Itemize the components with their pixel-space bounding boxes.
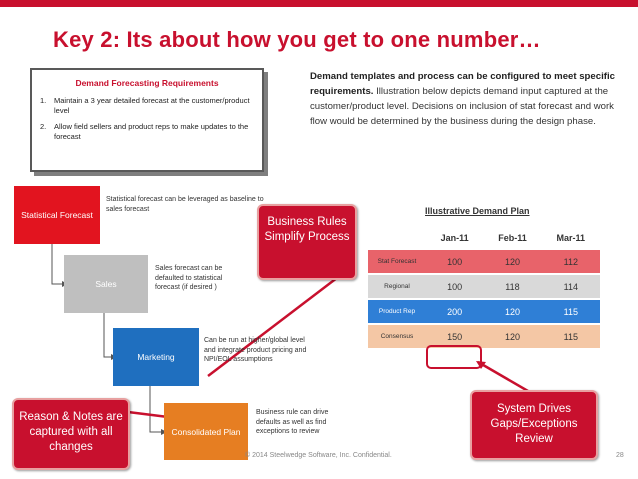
table-cell: 200 (447, 306, 463, 317)
row-label: Stat Forecast (377, 258, 417, 265)
requirement-number: 2. (40, 122, 47, 131)
table-cell: 100 (447, 281, 463, 292)
footer-copyright: © 2014 Steelwedge Software, Inc. Confidential. (245, 452, 392, 459)
requirement-text: Maintain a 3 year detailed forecast at the customer/product level (54, 96, 250, 115)
column-header: Mar-11 (556, 233, 586, 243)
callout-business-rules: Business Rules Simplify Process (257, 204, 357, 280)
requirements-heading: Demand Forecasting Requirements (75, 78, 219, 88)
connector-line (52, 244, 62, 284)
table-row (368, 274, 600, 299)
demand-plan-table (368, 226, 600, 348)
step-marketing (113, 328, 199, 386)
table-cell: 120 (504, 256, 520, 267)
table-cell-highlighted: 150 (447, 331, 463, 342)
description-text: Illustration below depicts demand input captured at the customer/product level. Decisions on inclusion of stat forecast and work flow would be determined by the business during the design phase. (310, 86, 614, 127)
table-cell: 118 (505, 281, 520, 292)
column-header: Jan-11 (440, 233, 469, 243)
page-title: Key 2: Its about how you get to one number… (53, 27, 541, 52)
step-label: Marketing (137, 352, 175, 362)
table-row (368, 250, 600, 274)
column-header: Feb-11 (498, 233, 527, 243)
table-header-row (368, 226, 600, 250)
table-cell: 100 (447, 256, 463, 267)
step-statistical-forecast (14, 186, 100, 244)
step-label: Statistical Forecast (21, 210, 93, 220)
step-consolidated-plan (164, 403, 248, 460)
table-cell: 120 (504, 306, 520, 317)
connector-line (150, 380, 162, 432)
requirement-number: 1. (40, 96, 47, 105)
description-bold: Demand templates and process can be configured to meet specific requirements. (310, 71, 615, 97)
table-row (368, 299, 600, 324)
callout-reason-notes: Reason & Notes are captured with all changes (12, 398, 130, 470)
step-note: Can be run at higher/global level and integrate product pricing and NPI/EOL assumptions (204, 337, 307, 363)
row-label: Consensus (380, 333, 414, 340)
table-cell: 114 (563, 281, 578, 292)
row-label: Product Rep (378, 308, 416, 315)
step-note: Statistical forecast can be leveraged as baseline to sales forecast (106, 196, 264, 213)
table-header-blank (368, 226, 426, 250)
connector-line (104, 308, 112, 357)
callout-system-drives: System Drives Gaps/Exceptions Review (470, 390, 598, 460)
plan-title: Illustrative Demand Plan (425, 206, 530, 216)
step-note: Business rule can drive defaults as well as find exceptions to review (256, 409, 329, 435)
row-label: Regional (384, 283, 410, 290)
step-sales (64, 255, 148, 313)
page-number: 28 (616, 452, 624, 459)
table-cell: 115 (563, 306, 578, 317)
table-cell: 115 (563, 331, 578, 342)
table-cell: 112 (563, 256, 578, 267)
step-label: Consolidated Plan (171, 426, 241, 437)
table-cell: 120 (504, 331, 520, 342)
step-note: Sales forecast can be defaulted to statistical forecast (if desired ) (155, 265, 223, 291)
requirement-text: Allow field sellers and product reps to make updates to the forecast (54, 122, 249, 141)
table-row (368, 324, 600, 348)
highlight-circle (426, 345, 482, 369)
step-label: Sales (95, 279, 117, 289)
